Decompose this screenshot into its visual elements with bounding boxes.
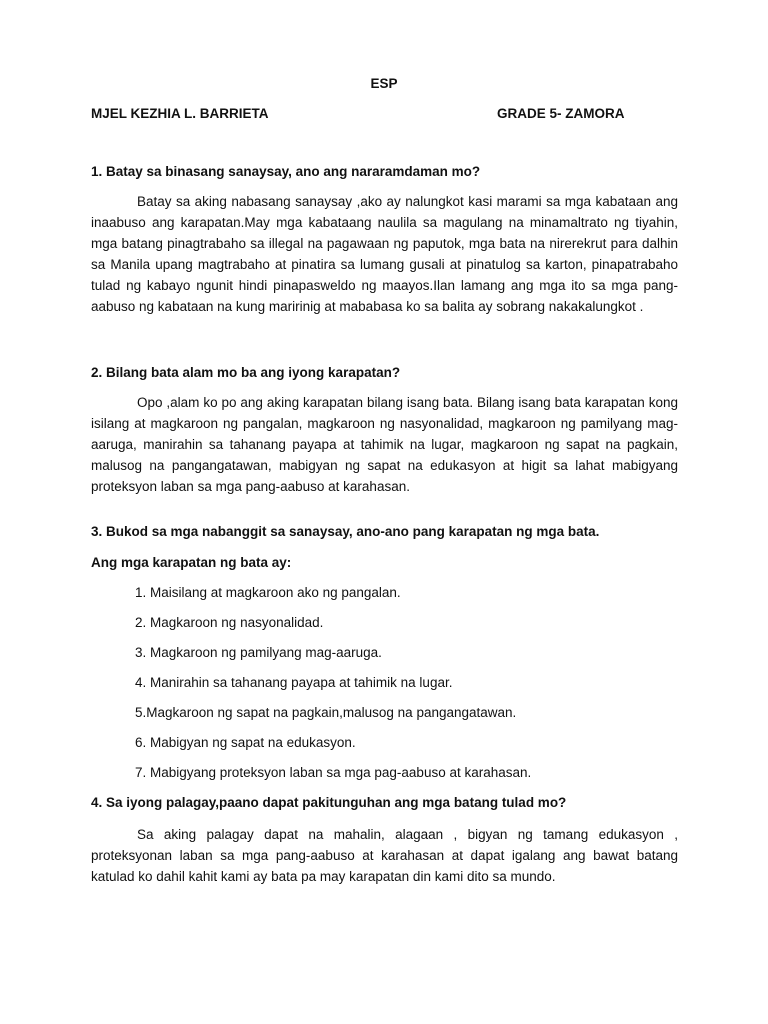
rights-list-item: 6. Mabigyan ng sapat na edukasyon. <box>135 735 356 750</box>
student-grade: GRADE 5- ZAMORA <box>497 106 625 121</box>
document-title: ESP <box>370 76 398 91</box>
rights-list-item: 3. Magkaroon ng pamilyang mag-aaruga. <box>135 645 382 660</box>
question-3: 3. Bukod sa mga nabanggit sa sanaysay, ano-ano pang karapatan ng mga bata. <box>91 524 600 539</box>
question-1: 1. Batay sa binasang sanaysay, ano ang nararamdaman mo? <box>91 164 481 179</box>
student-name: MJEL KEZHIA L. BARRIETA <box>91 106 269 121</box>
rights-list-item: 2. Magkaroon ng nasyonalidad. <box>135 615 324 630</box>
answer-4: Sa aking palagay dapat na mahalin, alagaan , bigyan ng tamang edukasyon , proteksyonan laban sa mga pang-aabuso at karahasan at dapat igalang ang bawat batang katulad ko dahil kahit kami ay bata pa may karapatan din kami dito sa mundo. <box>91 827 678 884</box>
rights-intro: Ang mga karapatan ng bata ay: <box>91 555 292 570</box>
rights-list-item: 5.Magkaroon ng sapat na pagkain,malusog na pangangatawan. <box>135 705 517 720</box>
rights-list-item: 1. Maisilang at magkaroon ako ng pangalan. <box>135 585 401 600</box>
answer-2: Opo ,alam ko po ang aking karapatan bilang isang bata. Bilang isang bata karapatan kong isilang at magkaroon ng pangalan, magkaroon ng nasyonalidad, magkaroon ng pamilyang mag-aaruga, manirahin sa tahanang payapa at tahimik na lugar, magkaroon ng sapat na pagkain, malusog na pangangatawan, mabigyan ng sapat na edukasyon at higit sa lahat mabigyang proteksyon laban sa mga pang-aabuso at karahasan. <box>91 395 678 494</box>
question-2: 2. Bilang bata alam mo ba ang iyong karapatan? <box>91 365 401 380</box>
question-4: 4. Sa iyong palagay,paano dapat pakitunguhan ang mga batang tulad mo? <box>91 795 567 810</box>
rights-list-item: 4. Manirahin sa tahanang payapa at tahimik na lugar. <box>135 675 453 690</box>
answer-1: Batay sa aking nabasang sanaysay ,ako ay nalungkot kasi marami sa mga kabataan ang inaabuso ang karapatan.May mga kabataang naulila sa magulang na minamaltrato ng tiyahin, mga batang pinagtrabaho sa illegal na pagawaan ng paputok, mga bata na nirerekrut para dalhin sa Manila upang magtrabaho at pinatira sa lumang gusali at pinatulog sa karton, pinapatrabaho tulad ng kabayo ngunit hindi pinapasweldo ng maayos.Ilan lamang ang mga ito sa mga pang-aabuso ng kabataan na kung maririnig at mababasa ko sa balita ay sobrang nakakalungkot . <box>91 194 678 314</box>
rights-list-item: 7. Mabigyang proteksyon laban sa mga pag-aabuso at karahasan. <box>135 765 532 780</box>
